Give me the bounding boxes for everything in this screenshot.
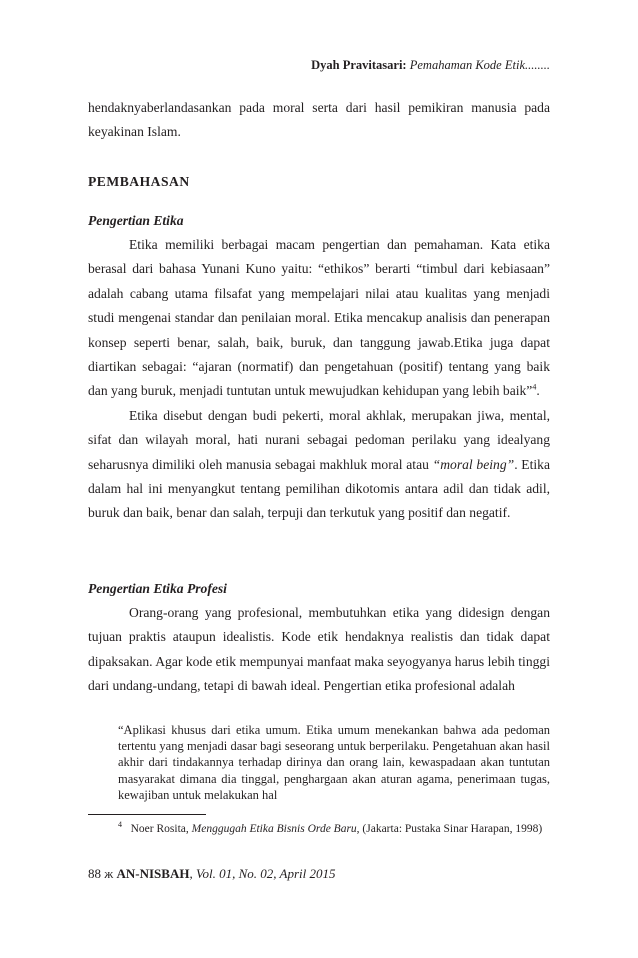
- footnote: [88, 820, 550, 839]
- subheading-pengertian-etika-profesi: Pengertian Etika Profesi: [88, 581, 227, 596]
- footnote-divider: [88, 814, 206, 815]
- journal-name: AN-NISBAH: [116, 866, 190, 881]
- footnote-number: 4: [118, 820, 122, 830]
- header-author: Dyah Pravitasari:: [311, 58, 407, 72]
- page-footer: [88, 866, 335, 882]
- etika-section-body: [88, 233, 550, 526]
- etika-paragraph-2-text-a: Etika disebut dengan budi pekerti, moral akhlak, merupakan jiwa, mental, sifat dan wilayah moral, hati nurani sebagai pedoman perilaku yang idealyang seharusnya dimiliki oleh manusia sebagai makhluk moral atau: [88, 407, 550, 472]
- etika-profesi-body: [88, 601, 550, 699]
- etika-paragraph-1: [88, 233, 550, 404]
- footer-separator: ж: [104, 866, 114, 881]
- section-heading: PEMBAHASAN: [88, 174, 190, 189]
- intro-paragraph: hendaknyaberlandasankan pada moral serta dari hasil pemikiran manusia pada keyakinan Islam.: [88, 100, 550, 140]
- etika-paragraph-2-text-b: . Etika dalam hal ini menyangkut tentang pemilihan dikotomis antara adil dan tidak adil, buruk dan baik, benar dan salah, terpuji dan terkutuk yang positif dan negatif.: [88, 456, 550, 521]
- moral-being-term: “moral being”: [432, 456, 515, 472]
- footnote-title: Menggugah Etika Bisnis Orde Baru: [191, 823, 357, 835]
- running-header: [311, 58, 550, 73]
- etika-profesi-paragraph: Orang-orang yang profesional, membutuhkan etika yang didesign dengan tujuan praktis ataupun idealistis. Kode etik hendaknya realistis dan tidak dapat dipaksakan. Agar kode etik mempunyai manfaat maka seyogyanya harus lebih tinggi dari undang-undang, tetapi di bawah ideal. Pengertian etika profesional adalah: [88, 605, 550, 694]
- page-number: 88: [88, 866, 101, 881]
- header-title: Pemahaman Kode Etik........: [409, 58, 550, 72]
- footnote-publication: , (Jakarta: Pustaka Sinar Harapan, 1998): [356, 823, 543, 835]
- etika-paragraph-1-end: .: [536, 383, 540, 399]
- journal-issue: , Vol. 01, No. 02, April 2015: [189, 866, 336, 881]
- etika-paragraph-2: [88, 404, 550, 526]
- block-quote: “Aplikasi khusus dari etika umum. Etika umum menekankan bahwa ada pedoman tertentu yang menjadi dasar bagi seseorang untuk berperilaku. Pengetahuan akan hasil akhir dari tindakannya terhadap dirinya dan orang lain, kewaspadaan akan tuntutan masyarakat dimana dia tinggal, penghargaan akan aturan agama, penerimaan tugas, kewajiban untuk melakukan hal: [118, 723, 550, 802]
- subheading-pengertian-etika: Pengertian Etika: [88, 213, 184, 228]
- etika-paragraph-1-text: Etika memiliki berbagai macam pengertian dan pemahaman. Kata etika berasal dari bahasa Yunani Kuno yaitu: “ethikos” berarti “timbul dari kebiasaan” adalah cabang utama filsafat yang mempelajari nilai atau kualitas yang menjadi studi mengenai standar dan penilaian moral. Etika mencakup analisis dan penerapan konsep seperti benar, salah, baik, buruk, dan tanggung jawab.Etika juga dapat diartikan sebagai: “ajaran (normatif) dan pengetahuan (positif) tentang yang baik dan yang buruk, menjadi tuntutan untuk mewujudkan kehidupan yang lebih baik”: [88, 237, 550, 399]
- intro-block: [88, 96, 550, 145]
- footnote-reference: 4: [532, 382, 537, 392]
- footnote-author: Noer Rosita,: [130, 823, 189, 835]
